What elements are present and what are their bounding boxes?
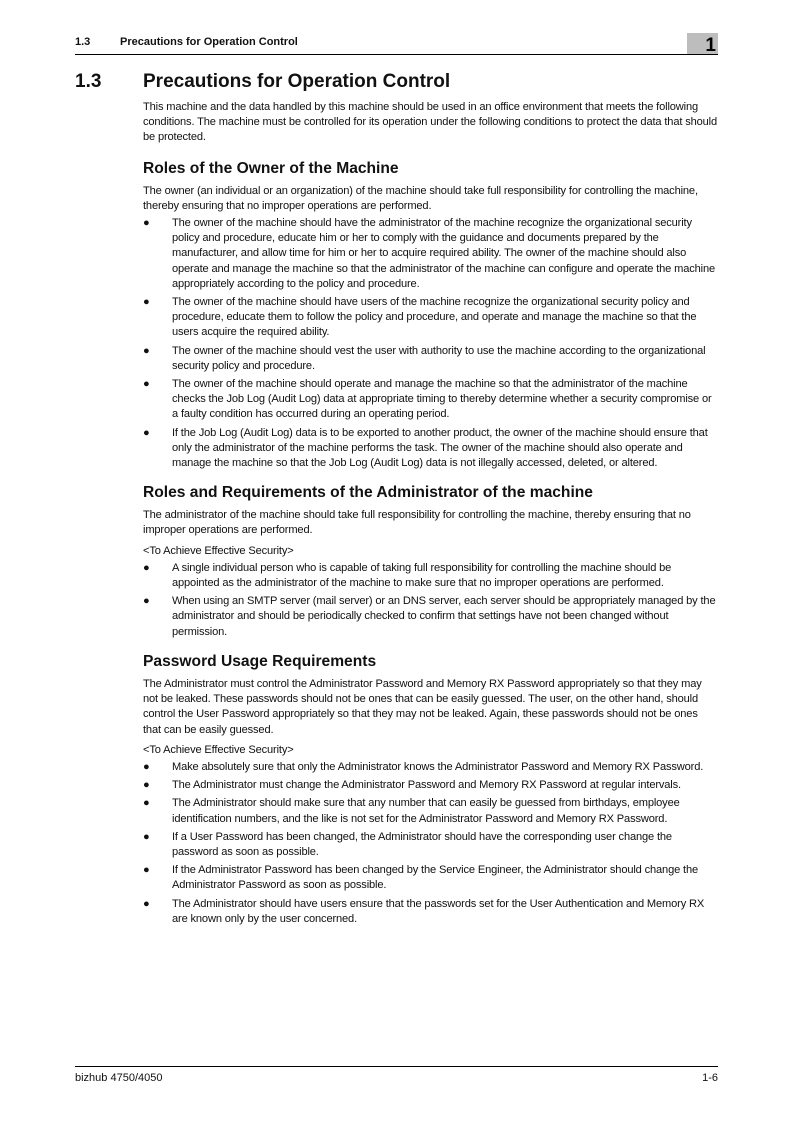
section-intro: This machine and the data handled by this machine should be used in an office environment that meets the following conditions. The machine must be controlled for its operation under the following conditions to protect the data that should be protected. [143, 101, 717, 144]
section-title: Precautions for Operation Control [143, 71, 451, 92]
page-content [143, 100, 718, 930]
password-intro: The Administrator must control the Administrator Password and Memory RX Password appropriately so that they may not be leaked. These passwords should not be ones that can be easily guessed. The user, on the other hand, should control the User Password appropriately so that they may not be leaked. Again, these passwords should not be ones that can be easily guessed. [143, 677, 702, 736]
owner-list [143, 216, 718, 471]
bullet-icon: ● [143, 760, 150, 773]
list-item [143, 295, 718, 341]
password-list [143, 760, 718, 927]
bullet-icon: ● [143, 864, 150, 877]
password-heading: Password Usage Requirements [143, 652, 377, 670]
chapter-tab: 1 [687, 33, 718, 54]
password-security-note: <To Achieve Effective Security> [143, 743, 294, 756]
bullet-icon: ● [143, 779, 150, 792]
list-item [143, 778, 718, 793]
footer-page-number: 1-6 [702, 1072, 718, 1084]
admin-list [143, 561, 718, 640]
bullet-icon: ● [143, 897, 150, 910]
admin-heading: Roles and Requirements of the Administrator of the machine [143, 484, 593, 502]
list-item [143, 760, 718, 775]
list-item [143, 796, 718, 826]
section-heading [75, 71, 718, 95]
list-item-text: The Administrator should make sure that any number that can easily be guessed from birthdays, employee identification numbers, and the like is not set for the Administrator Password and Memory RX Password. [172, 797, 680, 825]
list-item-text: If the Administrator Password has been changed by the Service Engineer, the Administrator should change the Administrator Password as soon as possible. [172, 864, 699, 892]
bullet-icon: ● [143, 426, 150, 439]
list-item [143, 377, 718, 423]
bullet-icon: ● [143, 561, 150, 574]
bullet-icon: ● [143, 830, 150, 843]
list-item [143, 426, 718, 472]
list-item [143, 594, 718, 640]
list-item [143, 216, 718, 292]
admin-intro: The administrator of the machine should take full responsibility for controlling the machine, thereby ensuring that no improper operations are performed. [143, 509, 691, 537]
header-section-number: 1.3 [75, 36, 91, 48]
bullet-icon: ● [143, 378, 150, 391]
list-item-text: The owner of the machine should vest the user with authority to use the machine according to the organizational security policy and procedure. [172, 344, 706, 372]
list-item-text: Make absolutely sure that only the Administrator knows the Administrator Password and Memory RX Password. [172, 760, 704, 773]
list-item-text: A single individual person who is capable of taking full responsibility for controlling the machine should be appointed as the administrator of the machine to make sure that no improper operations are performed. [172, 561, 672, 590]
admin-security-note: <To Achieve Effective Security> [143, 544, 294, 557]
list-item [143, 830, 718, 860]
list-item-text: The owner of the machine should have the administrator of the machine recognize the organizational security policy and procedure, educate him or her to comply with the guidance and documents prepared by the manufacturer, and allow time for him or her to acquire required ability. The owner of the machine should also operate and manage the machine so that the administrator of the machine can configure and operate the machine appropriately according to the policy and procedure. [172, 217, 716, 290]
list-item [143, 344, 718, 374]
bullet-icon: ● [143, 296, 150, 309]
page-header [75, 34, 718, 55]
bullet-icon: ● [143, 344, 150, 357]
list-item-text: If the Job Log (Audit Log) data is to be exported to another product, the owner of the machine should ensure that only the administrator of the machine performs the task. The owner of the machine should also operate and manage the machine so that the Job Log (Audit Log) data is not illegally accessed, deleted, or altered. [172, 426, 708, 470]
footer-product-name: bizhub 4750/4050 [75, 1072, 163, 1084]
list-item [143, 897, 718, 927]
bullet-icon: ● [143, 797, 150, 810]
list-item-text: The Administrator must change the Administrator Password and Memory RX Password at regular intervals. [172, 779, 681, 792]
header-section-title: Precautions for Operation Control [120, 36, 298, 48]
list-item-text: The owner of the machine should operate and manage the machine so that the administrator of the machine checks the Job Log (Audit Log) data at appropriate timing to thereby determine whether a security compromise or a faulty condition has occurred during an operating period. [172, 378, 712, 421]
owner-intro: The owner (an individual or an organization) of the machine should take full responsibility for controlling the machine, thereby ensuring that no improper operations are performed. [143, 184, 698, 212]
bullet-icon: ● [143, 595, 150, 608]
list-item-text: The owner of the machine should have users of the machine recognize the organizational security policy and procedure, educate them to follow the policy and procedure, and operate and manage the machine so that the users acquire the required ability. [172, 296, 697, 339]
owner-heading: Roles of the Owner of the Machine [143, 159, 399, 177]
list-item [143, 863, 718, 893]
list-item-text: When using an SMTP server (mail server) or an DNS server, each server should be appropriately managed by the administrator and should be periodically checked to confirm that settings have not been changed without permission. [172, 595, 716, 638]
list-item-text: The Administrator should have users ensure that the passwords set for the User Authentication and Memory RX are known only by the user concerned. [172, 897, 705, 925]
section-number: 1.3 [75, 71, 102, 92]
page-footer [75, 1066, 718, 1087]
list-item [143, 561, 718, 591]
bullet-icon: ● [143, 217, 150, 230]
list-item-text: If a User Password has been changed, the Administrator should have the corresponding user change the password as soon as possible. [172, 830, 672, 858]
